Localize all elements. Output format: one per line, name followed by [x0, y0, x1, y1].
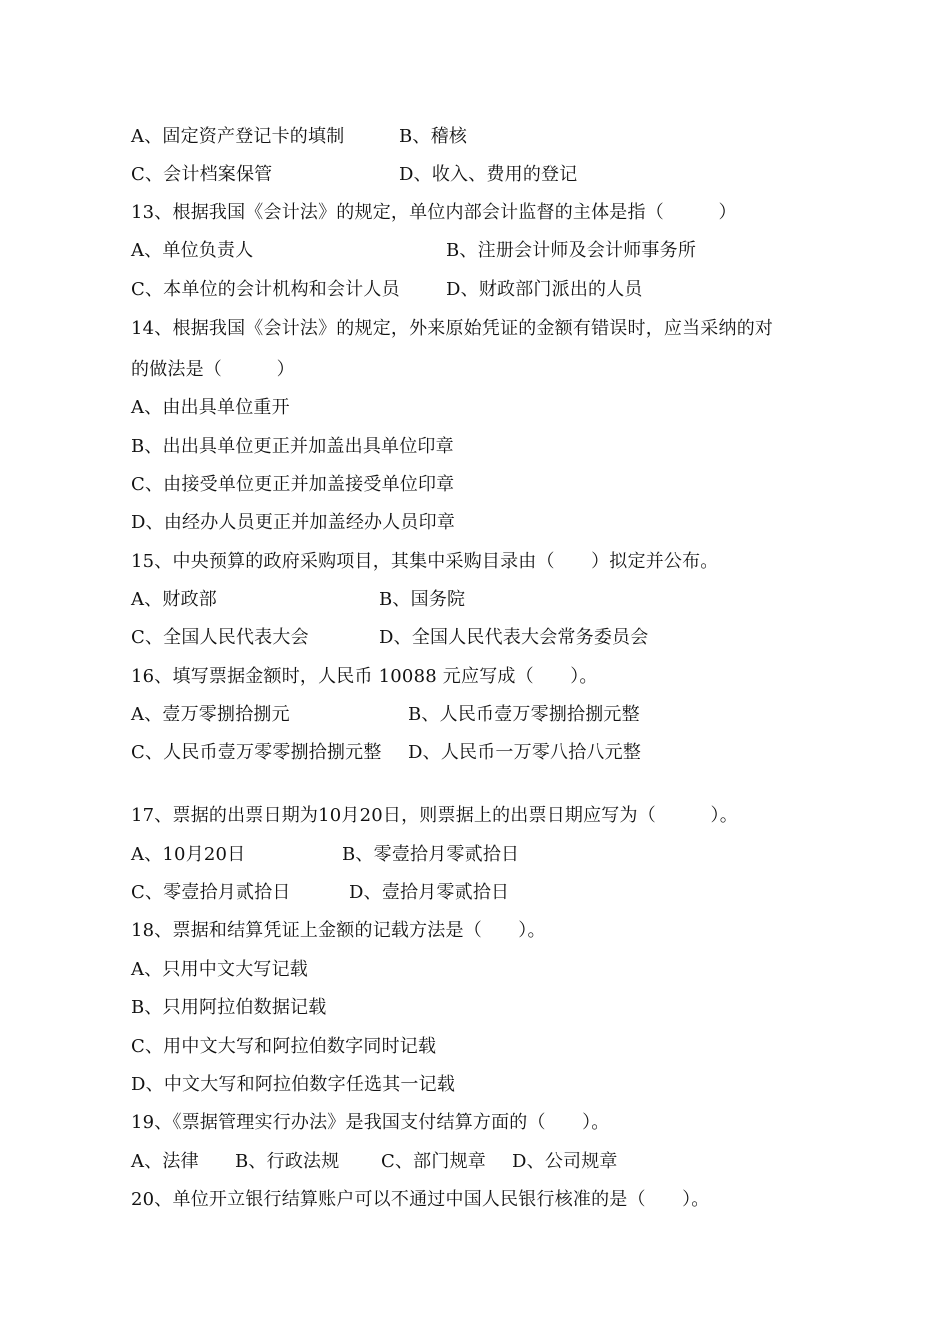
option-b: B、国务院 — [379, 589, 466, 610]
option-a: A、只用中文大写记载 — [131, 959, 308, 980]
option-c: C、零壹拾月贰拾日 — [131, 882, 291, 903]
option-a: A、壹万零捌拾捌元 — [131, 704, 290, 725]
question-text: 18、票据和结算凭证上金额的记载方法是（ ）。 — [131, 920, 546, 941]
option-b: B、行政法规 — [235, 1151, 340, 1172]
option-d: D、由经办人员更正并加盖经办人员印章 — [131, 512, 456, 533]
option-b: B、出出具单位更正并加盖出具单位印章 — [131, 436, 454, 457]
option-c: C、部门规章 — [381, 1151, 486, 1172]
question-text: 的做法是（ ） — [131, 359, 295, 380]
question-20 — [131, 1188, 710, 1260]
option-b: B、人民币壹万零捌拾捌元整 — [408, 704, 640, 725]
option-b: B、只用阿拉伯数据记载 — [131, 997, 327, 1018]
option-c: C、全国人民代表大会 — [131, 627, 309, 648]
question-text: 17、票据的出票日期为10月20日，则票据上的出票日期应写为（ ）。 — [131, 805, 738, 826]
question-text: 14、根据我国《会计法》的规定，外来原始凭证的金额有错误时，应当采纳的对 — [131, 318, 774, 339]
option-d: D、全国人民代表大会常务委员会 — [379, 627, 649, 648]
option-a: A、财政部 — [131, 589, 217, 610]
option-d: D、中文大写和阿拉伯数字任选其一记载 — [131, 1074, 456, 1095]
option-c: C、会计档案保管 — [131, 164, 273, 185]
option-c: C、由接受单位更正并加盖接受单位印章 — [131, 474, 455, 495]
option-a: A、10月20日 — [131, 844, 246, 865]
option-a: A、法律 — [131, 1151, 199, 1172]
option-a: A、单位负责人 — [131, 240, 254, 261]
option-d: D、公司规章 — [512, 1151, 618, 1172]
question-text: 15、中央预算的政府采购项目，其集中采购目录由（ ）拟定并公布。 — [131, 551, 719, 572]
question-text: 20、单位开立银行结算账户可以不通过中国人民银行核准的是（ ）。 — [131, 1189, 710, 1210]
option-a: A、由出具单位重开 — [131, 397, 290, 418]
option-d: D、财政部门派出的人员 — [446, 279, 643, 300]
option-a: A、固定资产登记卡的填制 — [131, 126, 345, 147]
option-c: C、本单位的会计机构和会计人员 — [131, 279, 400, 300]
option-b: B、注册会计师及会计师事务所 — [446, 240, 697, 261]
option-c: C、用中文大写和阿拉伯数字同时记载 — [131, 1036, 437, 1057]
option-b: B、稽核 — [399, 126, 468, 147]
option-d: D、壹拾月零贰拾日 — [349, 882, 510, 903]
question-text: 13、根据我国《会计法》的规定，单位内部会计监督的主体是指（ ） — [131, 202, 737, 223]
question-text: 16、填写票据金额时，人民币 10088 元应写成（ ）。 — [131, 666, 598, 687]
option-b: B、零壹拾月零贰拾日 — [342, 844, 520, 865]
option-d: D、收入、费用的登记 — [399, 164, 578, 185]
option-c: C、人民币壹万零零捌拾捌元整 — [131, 742, 382, 763]
option-d: D、人民币一万零八拾八元整 — [408, 742, 642, 763]
question-text: 19、《票据管理实行办法》是我国支付结算方面的（ ）。 — [131, 1112, 610, 1133]
